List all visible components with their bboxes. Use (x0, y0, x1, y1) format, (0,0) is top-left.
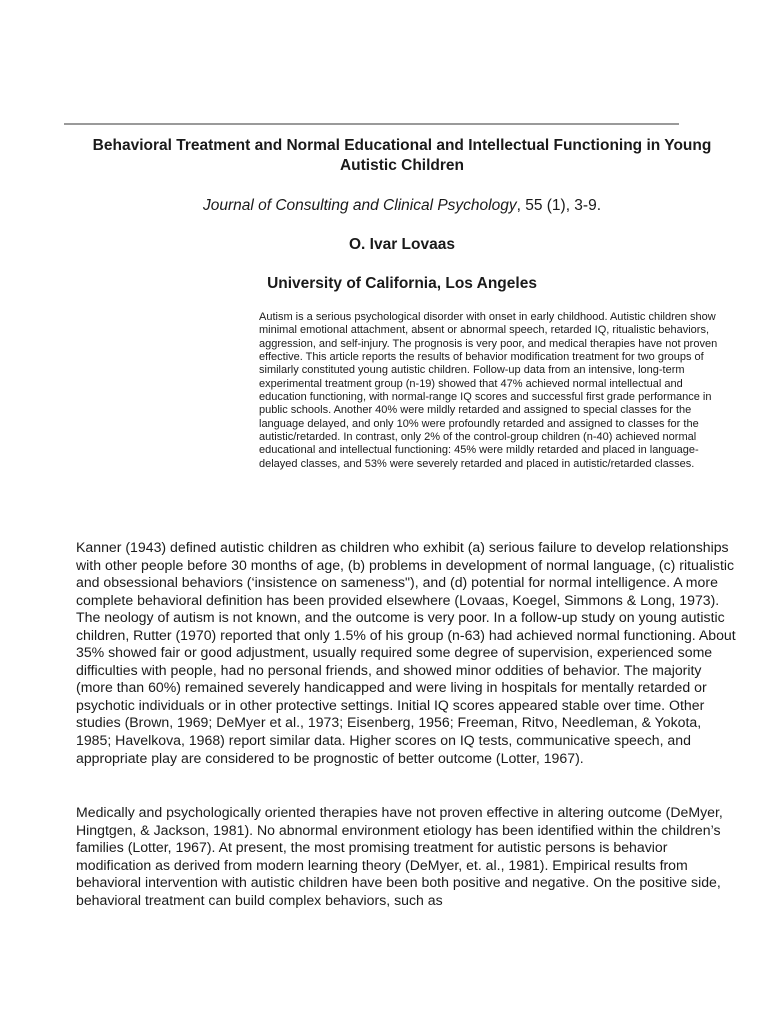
body-paragraph: Kanner (1943) defined autistic children as children who exhibit (a) serious failure to develop relationships with other people before 30 months of age, (b) problems in development of normal language, (c) ritualistic and obsessional behaviors (‘insistence on sameness"), and (d) potential for normal intelligence. A more complete behavioral definition has been provided elsewhere (Lovaas, Koegel, Simmons & Long, 1973). The neology of autism is not known, and the outcome is very poor. In a follow-up study on young autistic children, Rutter (1970) reported that only 1.5% of his group (n-63) had achieved normal functioning. About 35% showed fair or good adjustment, usually required some degree of supervision, experienced some difficulties with people, had no personal friends, and showed minor oddities of behavior. The majority (more than 60%) remained severely handicapped and were living in hospitals for mentally retarded or psychotic individuals or in other protective settings. Initial IQ scores appeared stable over time. Other studies (Brown, 1969; DeMyer et al., 1973; Eisenberg, 1956; Freeman, Ritvo, Needleman, & Yokota, 1985; Havelkova, 1968) report similar data. Higher scores on IQ tests, communicative speech, and appropriate play are considered to be prognostic of better outcome (Lotter, 1967). (76, 539, 736, 766)
header-rule (64, 123, 679, 125)
journal-volume-pages: , 55 (1), 3-9. (516, 197, 602, 214)
paper-title: Behavioral Treatment and Normal Educational and Intellectual Functioning in Young Autistic Children (92, 137, 712, 174)
author-affiliation: University of California, Los Angeles (267, 275, 537, 292)
author-name: O. Ivar Lovaas (349, 236, 455, 253)
journal-citation (64, 196, 740, 216)
abstract: Autism is a serious psychological disorder with onset in early childhood. Autistic children show minimal emotional attachment, absent or abnormal speech, retarded IQ, ritualistic behaviors, aggression, and self-injury. The prognosis is very poor, and medical therapies have not proven effective. This article reports the results of behavior modification treatment for two groups of similarly constituted young autistic children. Follow-up data from an intensive, long-term experimental treatment group (n-19) showed that 47% achieved normal intellectual and education functioning, with normal-range IQ scores and successful first grade performance in public schools. Another 40% were mildly retarded and assigned to special classes for the language delayed, and only 10% were profoundly retarded and assigned to classes for the autistic/retarded. In contrast, only 2% of the control-group children (n-40) achieved normal educational and intellectual functioning: 45% were mildly retarded and placed in language-delayed classes, and 53% were severely retarded and placed in autistic/retarded classes. (259, 311, 718, 470)
body-paragraph: Medically and psychologically oriented therapies have not proven effective in altering outcome (DeMyer, Hingtgen, & Jackson, 1981). No abnormal environment etiology has been identified within the children’s families (Lotter, 1967). At present, the most promising treatment for autistic persons is behavior modification as derived from modern learning theory (DeMyer, et. al., 1981). Empirical results from behavioral intervention with autistic children have been both positive and negative. On the positive side, behavioral treatment can build complex behaviors, such as (76, 804, 723, 908)
journal-name: Journal of Consulting and Clinical Psychology (202, 197, 517, 214)
